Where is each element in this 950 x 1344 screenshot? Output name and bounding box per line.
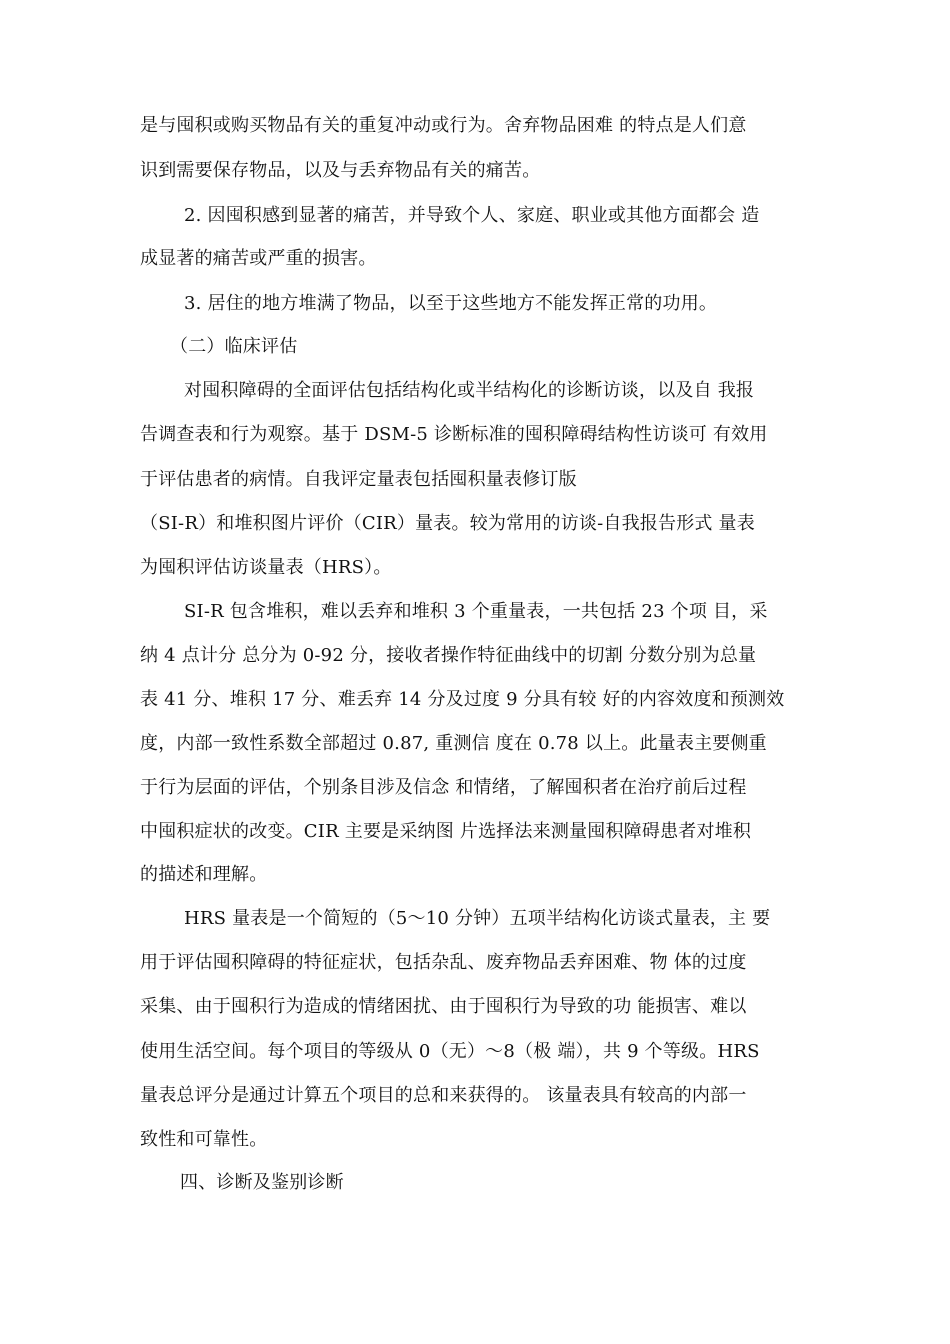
text-line: 度，内部一致性系数全部超过 0.87, 重测信 度在 0.78 以上。此量表主要侧重: [140, 733, 767, 754]
text-line: 识到需要保存物品，以及与丢弃物品有关的痛苦。: [140, 160, 541, 181]
text-line: 于行为层面的评估，个别条目涉及信念 和情绪，了解囤积者在治疗前后过程: [140, 777, 747, 798]
text-line: 中囤积症状的改变。CIR 主要是采纳图 片选择法来测量囤积障碍患者对堆积: [140, 821, 752, 842]
text-line: 采集、由于囤积行为造成的情绪困扰、由于囤积行为导致的功 能损害、难以: [140, 996, 747, 1017]
text-line: SI-R 包含堆积，难以丢弃和堆积 3 个重量表，一共包括 23 个项 目，采: [184, 601, 768, 622]
text-line: 告调查表和行为观察。基于 DSM-5 诊断标准的囤积障碍结构性访谈可 有效用: [140, 424, 768, 445]
section-heading: （二）临床评估: [170, 336, 298, 357]
text-line: 是与囤积或购买物品有关的重复冲动或行为。舍弃物品困难 的特点是人们意: [140, 115, 747, 136]
text-line: 纳 4 点计分 总分为 0-92 分，接收者操作特征曲线中的切割 分数分别为总量: [140, 645, 757, 666]
text-line: 为囤积评估访谈量表（HRS）。: [140, 557, 392, 578]
text-line: HRS 量表是一个简短的（5〜10 分钟）五项半结构化访谈式量表，主 要: [184, 908, 771, 929]
text-line: 量表总评分是通过计算五个项目的总和来获得的。 该量表具有较高的内部一: [140, 1085, 747, 1106]
text-line: 2. 因囤积感到显著的痛苦，并导致个人、家庭、职业或其他方面都会 造: [184, 205, 760, 226]
text-line: 对囤积障碍的全面评估包括结构化或半结构化的诊断访谈，以及自 我报: [184, 380, 755, 401]
text-line: 使用生活空间。每个项目的等级从 0（无）〜8（极 端），共 9 个等级。HRS: [140, 1041, 760, 1062]
text-line: 用于评估囤积障碍的特征症状，包括杂乱、废弃物品丢弃困难、物 体的过度: [140, 952, 747, 973]
section-heading: 四、诊断及鉴别诊断: [180, 1172, 344, 1193]
text-line: 致性和可靠性。: [140, 1129, 268, 1150]
text-line: 表 41 分、堆积 17 分、难丢弃 14 分及过度 9 分具有较 好的内容效度和预测效: [140, 689, 785, 710]
text-line: 3. 居住的地方堆满了物品，以至于这些地方不能发挥正常的功用。: [184, 293, 718, 314]
text-line: 成显著的痛苦或严重的损害。: [140, 248, 377, 269]
text-line: 于评估患者的病情。自我评定量表包括囤积量表修订版: [140, 469, 577, 490]
text-line: 的描述和理解。: [140, 864, 268, 885]
text-line: （SI-R）和堆积图片评价（CIR）量表。较为常用的访谈-自我报告形式 量表: [140, 513, 755, 534]
